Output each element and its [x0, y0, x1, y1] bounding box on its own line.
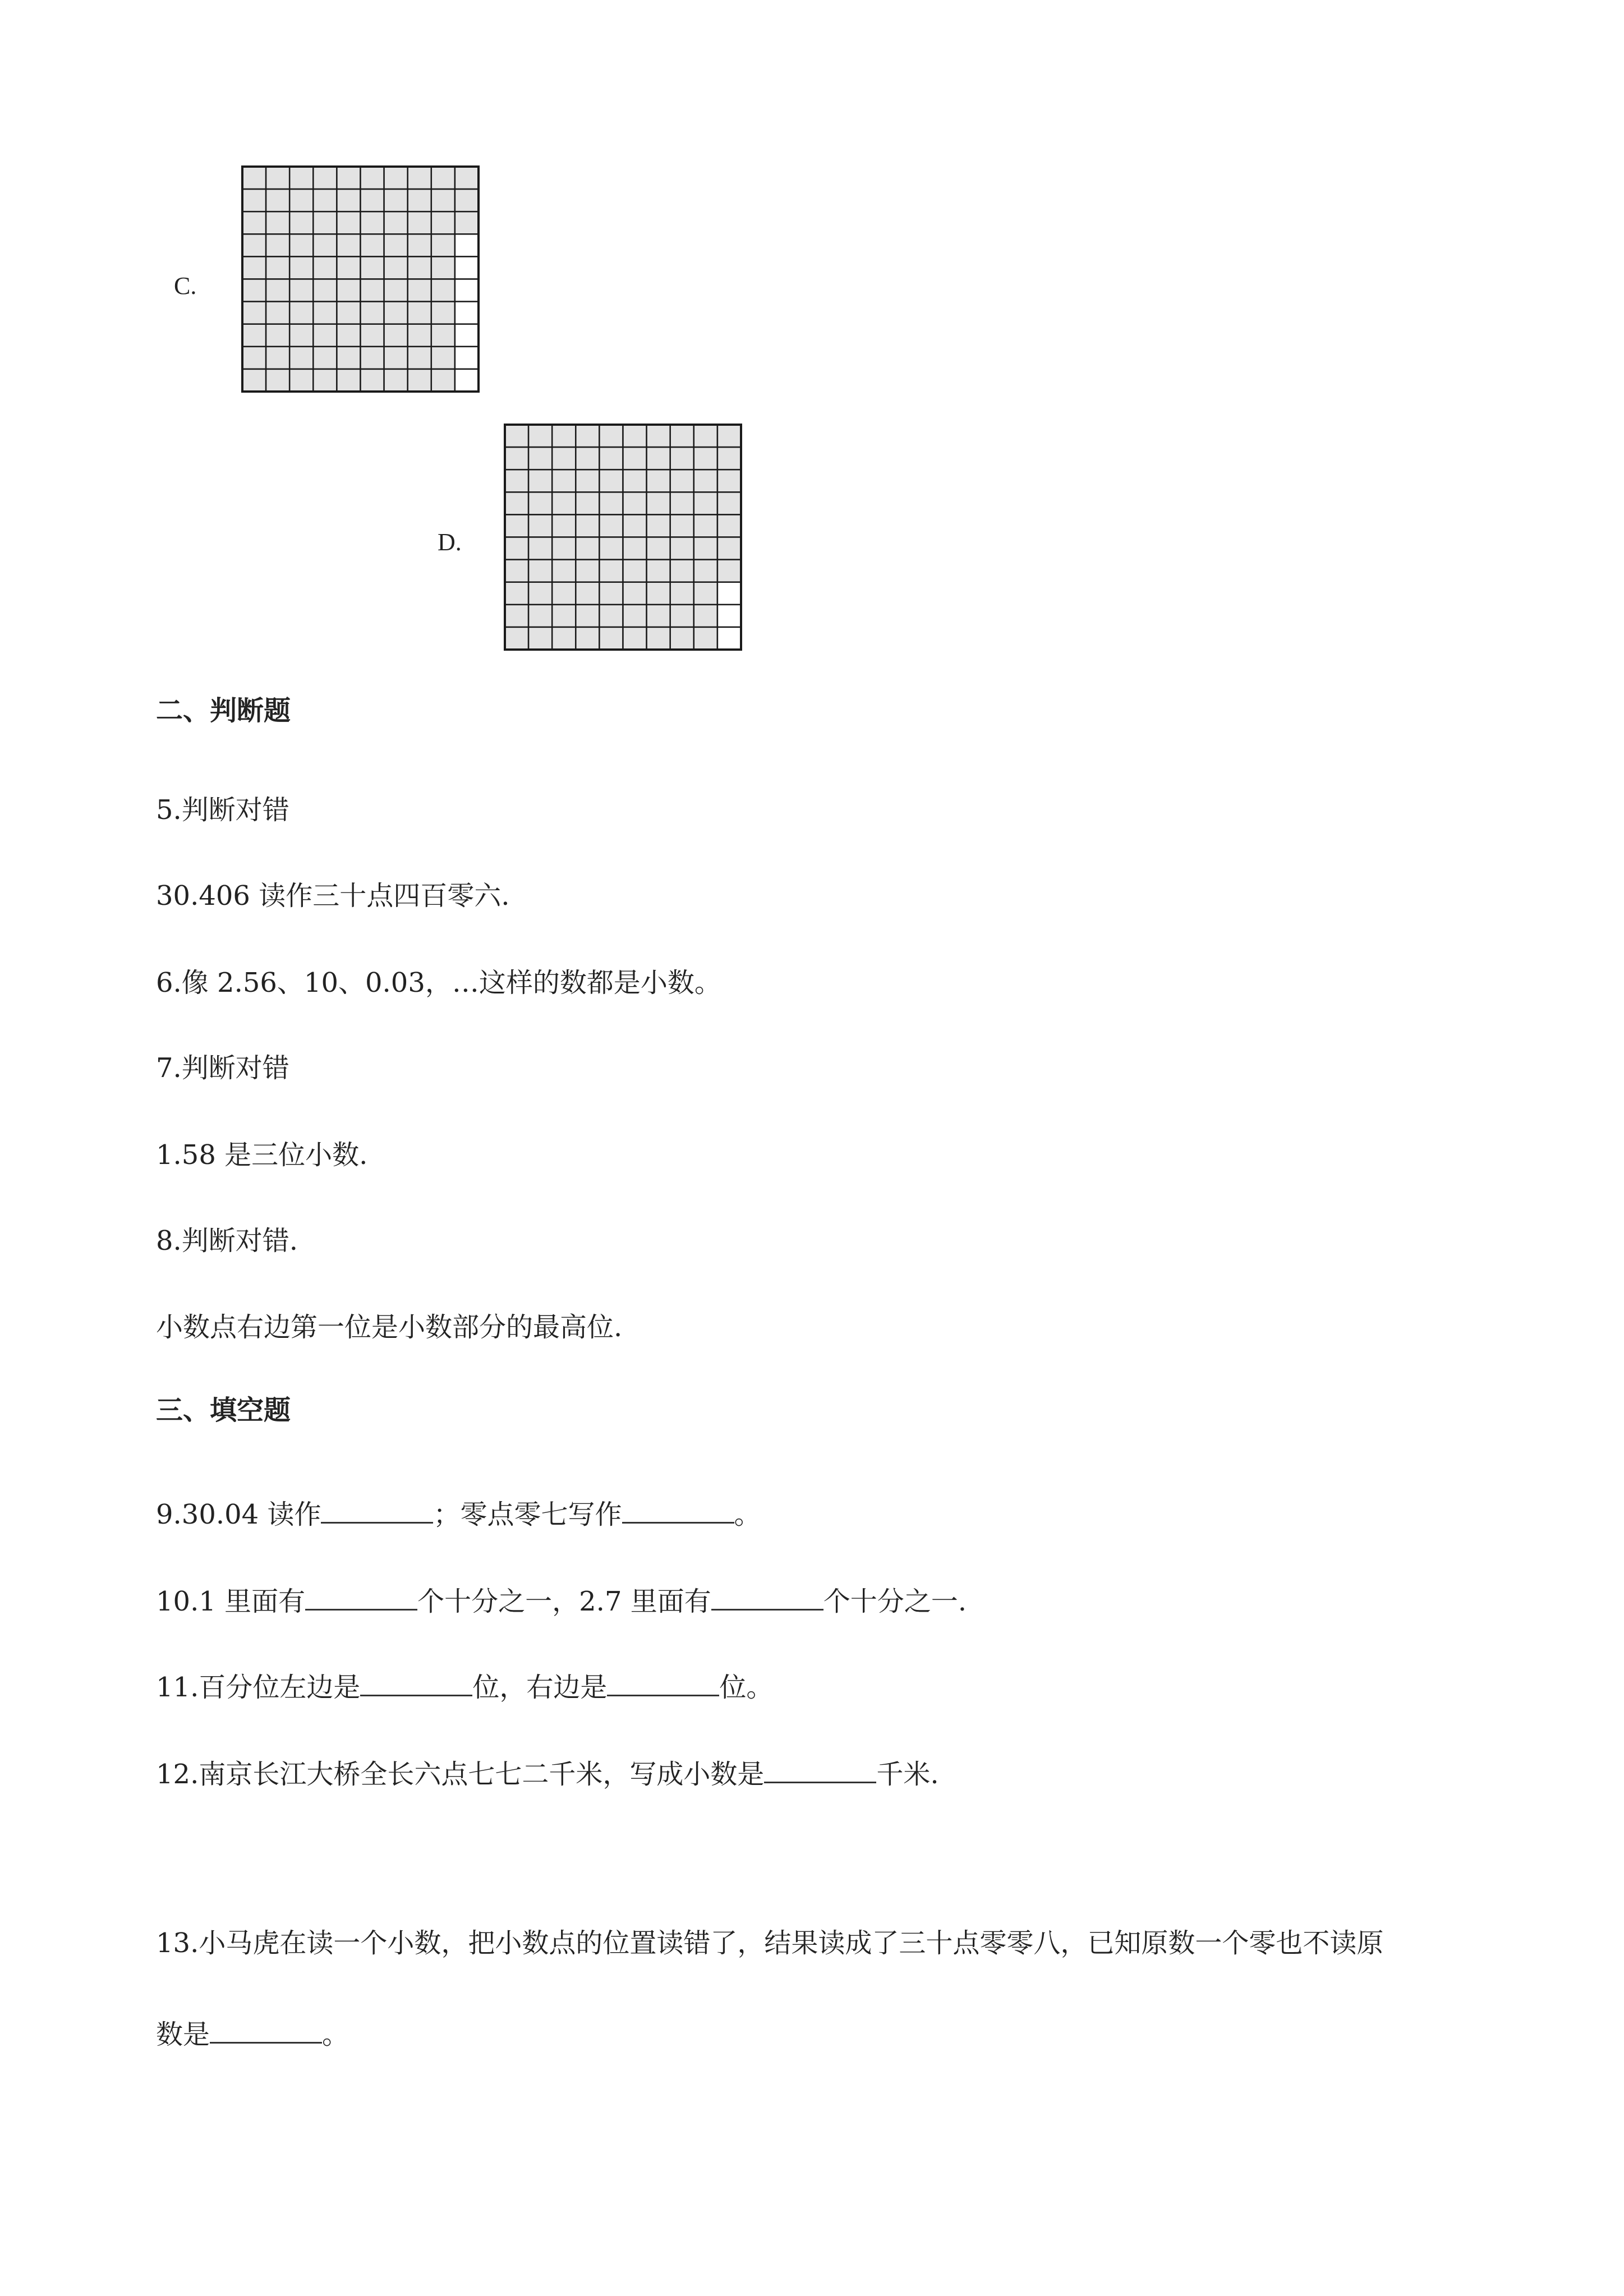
- option-c-grid-cell-shaded: [431, 302, 455, 324]
- option-d-grid-cell-shaded: [647, 582, 670, 605]
- option-d-grid-cell-shaded: [623, 447, 647, 470]
- option-c-grid-cell-shaded: [266, 369, 289, 392]
- option-c-grid-cell-shaded: [361, 211, 384, 234]
- option-c-grid-cell-shaded: [337, 369, 360, 392]
- q9-blank-2[interactable]: [622, 1498, 734, 1524]
- option-d-grid-cell-shaded: [623, 560, 647, 582]
- option-d-grid-cell-shaded: [599, 470, 623, 492]
- option-c-grid-cell-shaded: [408, 189, 431, 211]
- option-c-grid-cell-shaded: [242, 347, 266, 369]
- option-c-grid-cell-shaded: [313, 369, 337, 392]
- option-d-grid-cell-shaded: [599, 537, 623, 560]
- option-d-grid-cell-shaded: [694, 605, 717, 627]
- option-d-grid-cell-shaded: [599, 447, 623, 470]
- option-d-grid-cell-shaded: [576, 582, 599, 605]
- option-c-grid-cell-shaded: [455, 189, 479, 211]
- option-c-grid-cell-shaded: [384, 211, 408, 234]
- q8-text: 小数点右边第一位是小数部分的最高位.: [156, 1312, 623, 1343]
- option-c-grid-cell-shaded: [431, 256, 455, 279]
- option-c-grid-cell-shaded: [313, 234, 337, 256]
- option-d-grid-cell-shaded: [670, 605, 694, 627]
- option-d-grid-cell-shaded: [623, 605, 647, 627]
- option-d-grid-cell-shaded: [599, 514, 623, 537]
- option-c-grid-cell-shaded: [313, 256, 337, 279]
- option-c-grid-cell-shaded: [455, 211, 479, 234]
- q5-title: 5.判断对错: [156, 794, 289, 826]
- option-c-grid-cell-shaded: [384, 256, 408, 279]
- option-c-grid-cell-shaded: [289, 189, 313, 211]
- option-d-grid-cell-shaded: [694, 627, 717, 650]
- option-d-grid-cell-shaded: [552, 605, 576, 627]
- option-c-grid-cell-shaded: [242, 324, 266, 347]
- option-d-grid-cell-shaded: [576, 605, 599, 627]
- option-c-grid-cell-shaded: [313, 347, 337, 369]
- option-d-grid-cell-shaded: [694, 425, 717, 447]
- option-c-grid-cell-shaded: [289, 347, 313, 369]
- option-d-grid-cell-shaded: [623, 582, 647, 605]
- option-c-grid-cell-shaded: [431, 189, 455, 211]
- option-c-grid-cell-shaded: [242, 234, 266, 256]
- option-d-grid-cell-shaded: [647, 447, 670, 470]
- option-d-grid-cell-shaded: [717, 560, 741, 582]
- q9-text-a: 9.30.04 读作: [156, 1499, 321, 1531]
- option-d-grid-cell-shaded: [528, 627, 552, 650]
- option-d-grid-cell-shaded: [505, 425, 528, 447]
- option-c-grid-cell-shaded: [431, 279, 455, 302]
- option-d-grid-cell-shaded: [717, 514, 741, 537]
- option-d-grid-cell-shaded: [505, 537, 528, 560]
- option-d-grid-cell-shaded: [670, 627, 694, 650]
- option-d-grid-cell-shaded: [576, 470, 599, 492]
- q12-text-b: 千米.: [876, 1759, 939, 1791]
- q8-title: 8.判断对错.: [156, 1225, 298, 1257]
- option-d-grid-cell-shaded: [717, 447, 741, 470]
- option-c-grid: [241, 165, 480, 393]
- option-c-grid-cell-shaded: [361, 167, 384, 189]
- option-d-grid-cell-shaded: [717, 470, 741, 492]
- option-d-grid-cell-shaded: [505, 514, 528, 537]
- option-c-grid-cell-shaded: [337, 279, 360, 302]
- option-c-grid-cell-shaded: [431, 324, 455, 347]
- q11-text-c: 位。: [719, 1672, 774, 1704]
- option-c-grid-cell-shaded: [431, 369, 455, 392]
- option-c-grid-cell-shaded: [242, 302, 266, 324]
- option-c-grid-cell-shaded: [431, 211, 455, 234]
- option-d-grid-cell-shaded: [694, 537, 717, 560]
- option-d-grid-cell-shaded: [552, 492, 576, 514]
- option-c-grid-cell-shaded: [455, 167, 479, 189]
- option-c-grid-cell-shaded: [431, 167, 455, 189]
- option-c-grid-cell-shaded: [408, 211, 431, 234]
- option-d-grid-cell-shaded: [552, 560, 576, 582]
- option-d-grid-cell-shaded: [528, 514, 552, 537]
- option-d-grid-cell-shaded: [647, 627, 670, 650]
- option-d-grid-cell-shaded: [623, 492, 647, 514]
- option-c-grid-cell-shaded: [384, 369, 408, 392]
- option-d-grid-cell-shaded: [694, 514, 717, 537]
- option-d-grid-cell-shaded: [505, 627, 528, 650]
- option-d-grid-cell-shaded: [717, 492, 741, 514]
- option-c-grid-cell-shaded: [431, 234, 455, 256]
- option-c-grid-cell-shaded: [337, 189, 360, 211]
- section-3-heading: 三、填空题: [156, 1395, 291, 1426]
- option-d-grid-cell-shaded: [647, 537, 670, 560]
- q13-blank[interactable]: [210, 2018, 322, 2044]
- option-d-grid-cell-shaded: [694, 470, 717, 492]
- q5-text: 30.406 读作三十点四百零六.: [156, 880, 510, 912]
- option-c-grid-cell-shaded: [361, 234, 384, 256]
- option-d-grid-cell-shaded: [505, 470, 528, 492]
- q10: [156, 1585, 967, 1618]
- option-d-grid-cell-shaded: [599, 492, 623, 514]
- option-c-grid-cell-shaded: [384, 167, 408, 189]
- option-d-grid-cell-shaded: [505, 605, 528, 627]
- option-d-grid-cell-shaded: [623, 514, 647, 537]
- option-d-label: D.: [438, 528, 462, 556]
- q9: [156, 1498, 761, 1531]
- option-d-grid-cell-unshaded: [717, 627, 741, 650]
- option-c-grid-cell-shaded: [408, 234, 431, 256]
- option-d-grid-cell-shaded: [599, 582, 623, 605]
- q11-text-a: 11.百分位左边是: [156, 1672, 361, 1704]
- option-d-grid-cell-shaded: [694, 447, 717, 470]
- option-d-grid-cell-shaded: [694, 492, 717, 514]
- option-c-grid-cell-shaded: [242, 167, 266, 189]
- option-c-grid-cell-unshaded: [455, 302, 479, 324]
- option-c-grid-cell-shaded: [337, 234, 360, 256]
- q10-text-c: 个十分之一.: [823, 1586, 967, 1618]
- option-d-grid-cell-shaded: [670, 447, 694, 470]
- option-c-grid-cell-shaded: [361, 302, 384, 324]
- option-c-grid-cell-shaded: [266, 211, 289, 234]
- option-c-grid-cell-shaded: [242, 211, 266, 234]
- option-d-grid: [504, 424, 742, 651]
- q10-text-a: 10.1 里面有: [156, 1586, 306, 1618]
- option-d-grid-cell-shaded: [552, 582, 576, 605]
- q9-blank-1[interactable]: [321, 1498, 433, 1524]
- option-d-grid-cell-unshaded: [717, 582, 741, 605]
- q13-line-1: 13.小马虎在读一个小数，把小数点的位置读错了，结果读成了三十点零零八，已知原数一个零也不读原: [156, 1927, 1384, 1959]
- q9-text-c: 。: [734, 1499, 761, 1531]
- option-c-grid-cell-shaded: [431, 347, 455, 369]
- option-d-grid-cell-shaded: [599, 425, 623, 447]
- option-d-grid-cell-shaded: [528, 470, 552, 492]
- option-c-grid-cell-shaded: [313, 324, 337, 347]
- option-d-grid-cell-shaded: [552, 470, 576, 492]
- option-c-grid-cell-shaded: [266, 302, 289, 324]
- option-c-grid-cell-shaded: [384, 279, 408, 302]
- option-d-grid-cell-shaded: [670, 470, 694, 492]
- option-d-grid-cell-shaded: [505, 492, 528, 514]
- option-c-grid-cell-shaded: [289, 324, 313, 347]
- option-d-grid-cell-shaded: [670, 514, 694, 537]
- option-c-grid-cell-shaded: [361, 324, 384, 347]
- option-c-grid-cell-shaded: [266, 189, 289, 211]
- option-d-grid-cell-shaded: [717, 537, 741, 560]
- option-c-grid-cell-shaded: [266, 256, 289, 279]
- option-d-grid-cell-shaded: [647, 605, 670, 627]
- option-c-grid-cell-unshaded: [455, 369, 479, 392]
- option-d-grid-cell-shaded: [576, 425, 599, 447]
- option-c-grid-cell-shaded: [289, 211, 313, 234]
- option-c-grid-cell-shaded: [289, 234, 313, 256]
- option-c-grid-cell-shaded: [384, 347, 408, 369]
- q11-text-b: 位，右边是: [472, 1672, 608, 1704]
- option-d-grid-cell-shaded: [717, 425, 741, 447]
- option-d-grid-cell-shaded: [552, 514, 576, 537]
- option-d-grid-cell-shaded: [623, 470, 647, 492]
- option-c-grid-cell-shaded: [408, 302, 431, 324]
- option-d-grid-cell-shaded: [623, 425, 647, 447]
- option-c-grid-cell-shaded: [266, 347, 289, 369]
- option-c-grid-cell-shaded: [289, 167, 313, 189]
- option-c-grid-cell-shaded: [408, 256, 431, 279]
- option-c-grid-cell-shaded: [289, 302, 313, 324]
- section-2-heading: 二、判断题: [156, 695, 291, 726]
- option-c-grid-cell-shaded: [266, 167, 289, 189]
- option-c-grid-cell-shaded: [361, 256, 384, 279]
- option-d-grid-cell-shaded: [647, 492, 670, 514]
- option-c-grid-cell-shaded: [337, 167, 360, 189]
- option-c-grid-cell-shaded: [242, 369, 266, 392]
- option-c-grid-cell-shaded: [337, 324, 360, 347]
- option-d-grid-cell-shaded: [576, 492, 599, 514]
- option-c-grid-cell-shaded: [384, 302, 408, 324]
- option-c-grid-cell-shaded: [242, 256, 266, 279]
- option-c-grid-cell-shaded: [384, 189, 408, 211]
- q7-text: 1.58 是三位小数.: [156, 1139, 368, 1171]
- option-c-grid-cell-shaded: [337, 347, 360, 369]
- option-d-grid-cell-shaded: [623, 537, 647, 560]
- option-c-grid-cell-shaded: [289, 256, 313, 279]
- option-c-grid-cell-unshaded: [455, 347, 479, 369]
- option-c-label: C.: [174, 272, 197, 300]
- option-c-grid-cell-unshaded: [455, 324, 479, 347]
- option-d-grid-cell-shaded: [576, 537, 599, 560]
- option-d-grid-cell-shaded: [599, 560, 623, 582]
- option-c-grid-cell-shaded: [408, 279, 431, 302]
- option-d-grid-cell-shaded: [623, 627, 647, 650]
- option-c-grid-cell-shaded: [266, 279, 289, 302]
- option-c-grid-cell-shaded: [361, 369, 384, 392]
- option-c-grid-cell-shaded: [289, 279, 313, 302]
- option-d-grid-cell-shaded: [670, 560, 694, 582]
- option-c-grid-cell-shaded: [384, 324, 408, 347]
- option-c-grid-cell-shaded: [361, 279, 384, 302]
- q10-blank-1[interactable]: [305, 1585, 417, 1611]
- option-c-grid-cell-shaded: [242, 189, 266, 211]
- q12-blank[interactable]: [764, 1757, 876, 1783]
- option-c-grid-cell-shaded: [361, 189, 384, 211]
- option-d-grid-cell-shaded: [505, 560, 528, 582]
- option-d-grid-cell-shaded: [505, 447, 528, 470]
- option-d-grid-cell-shaded: [528, 582, 552, 605]
- option-d-grid-cell-shaded: [528, 560, 552, 582]
- option-d-grid-cell-shaded: [576, 447, 599, 470]
- option-d-grid-cell-shaded: [694, 560, 717, 582]
- option-d-grid-cell-shaded: [552, 537, 576, 560]
- option-d-grid-cell-shaded: [647, 560, 670, 582]
- option-d-grid-cell-shaded: [647, 470, 670, 492]
- option-c-grid-cell-shaded: [408, 347, 431, 369]
- option-d-grid-cell-shaded: [528, 492, 552, 514]
- option-c-grid-cell-shaded: [384, 234, 408, 256]
- q11-blank-2[interactable]: [607, 1671, 719, 1696]
- option-d-grid-cell-shaded: [599, 627, 623, 650]
- q12: [156, 1757, 939, 1791]
- option-d-grid-cell-shaded: [552, 627, 576, 650]
- q11-blank-1[interactable]: [360, 1671, 472, 1696]
- option-d-grid-cell-shaded: [528, 537, 552, 560]
- option-d-grid-cell-shaded: [670, 582, 694, 605]
- option-c-grid-cell-shaded: [408, 167, 431, 189]
- option-d-grid-cell-shaded: [505, 582, 528, 605]
- option-d-grid-cell-shaded: [670, 425, 694, 447]
- q9-text-b: ；零点零七写作: [433, 1499, 622, 1531]
- option-d-grid-cell-shaded: [670, 537, 694, 560]
- option-d-grid-cell-shaded: [670, 492, 694, 514]
- option-c-grid-cell-shaded: [361, 347, 384, 369]
- option-c-grid-cell-shaded: [337, 302, 360, 324]
- option-c-grid-cell-shaded: [408, 369, 431, 392]
- option-d-grid-cell-shaded: [552, 447, 576, 470]
- option-d-grid-cell-shaded: [576, 514, 599, 537]
- option-d-grid-cell-shaded: [647, 514, 670, 537]
- option-c-grid-cell-shaded: [266, 324, 289, 347]
- option-c-grid-cell-unshaded: [455, 256, 479, 279]
- option-d-grid-cell-unshaded: [717, 605, 741, 627]
- option-d-grid-cell-shaded: [528, 605, 552, 627]
- option-c-grid-cell-shaded: [313, 279, 337, 302]
- option-c-grid-cell-shaded: [408, 324, 431, 347]
- option-c-grid-cell-shaded: [266, 234, 289, 256]
- q13-text-b: 。: [322, 2019, 349, 2051]
- option-d-grid-cell-shaded: [528, 447, 552, 470]
- q13-line-2: [156, 2018, 349, 2051]
- option-d-grid-cell-shaded: [647, 425, 670, 447]
- q7-title: 7.判断对错: [156, 1052, 289, 1084]
- option-d-grid-cell-shaded: [576, 560, 599, 582]
- q10-text-b: 个十分之一，2.7 里面有: [417, 1586, 711, 1618]
- option-c-grid-cell-shaded: [289, 369, 313, 392]
- option-c-grid-cell-unshaded: [455, 279, 479, 302]
- option-c-grid-cell-shaded: [337, 211, 360, 234]
- option-d-grid-cell-shaded: [576, 627, 599, 650]
- option-c-grid-cell-unshaded: [455, 234, 479, 256]
- option-d-grid-cell-shaded: [599, 605, 623, 627]
- option-c-grid-cell-shaded: [337, 256, 360, 279]
- q10-blank-2[interactable]: [711, 1585, 823, 1611]
- option-c-grid-cell-shaded: [313, 211, 337, 234]
- option-c-grid-cell-shaded: [242, 279, 266, 302]
- option-c-grid-cell-shaded: [313, 302, 337, 324]
- q11: [156, 1671, 774, 1704]
- option-d-grid-cell-shaded: [552, 425, 576, 447]
- option-d-grid-cell-shaded: [528, 425, 552, 447]
- option-d-grid-cell-shaded: [694, 582, 717, 605]
- q12-text-a: 12.南京长江大桥全长六点七七二千米，写成小数是: [156, 1759, 765, 1791]
- q6-text: 6.像 2.56、10、0.03，…这样的数都是小数。: [156, 967, 721, 999]
- q13-text-a: 数是: [156, 2019, 210, 2051]
- option-c-grid-cell-shaded: [313, 189, 337, 211]
- option-c-grid-cell-shaded: [313, 167, 337, 189]
